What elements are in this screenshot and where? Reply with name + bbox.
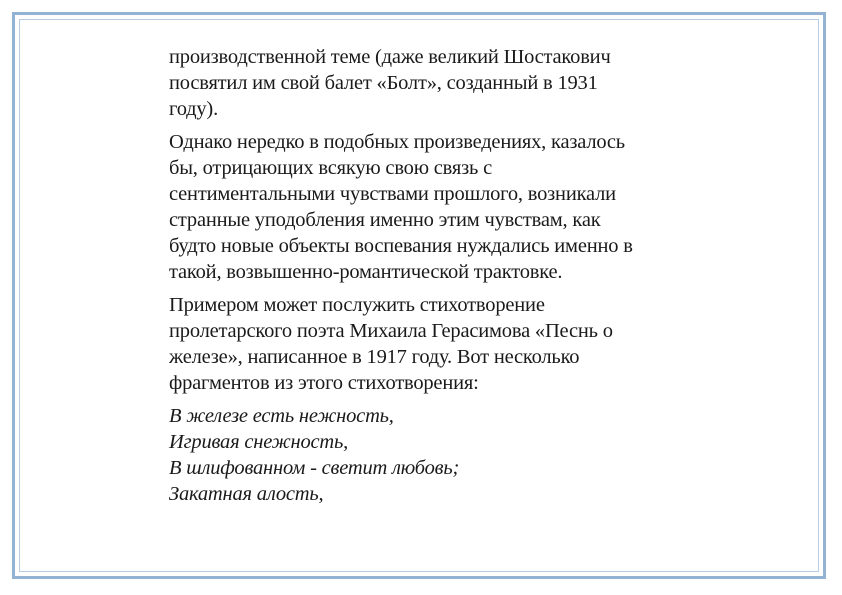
paragraph-3 (169, 292, 689, 396)
text-line: странные уподобления именно этим чувствам, как (169, 209, 601, 231)
text-line: Примером может послужить стихотворение (169, 294, 545, 316)
document-body (169, 44, 689, 507)
text-line: посвятил им свой балет «Болт», созданный в 1931 (169, 72, 598, 94)
text-line: фрагментов из этого стихотворения: (169, 372, 479, 394)
text-line: бы, отрицающих всякую свою связь с (169, 157, 492, 179)
text-line: сентиментальными чувствами прошлого, возникали (169, 183, 616, 205)
text-line: производственной теме (даже великий Шостакович (169, 46, 611, 68)
text-line: такой, возвышенно-романтической трактовке. (169, 261, 563, 283)
text-line: будто новые объекты воспевания нуждались именно в (169, 235, 633, 257)
verse-line: В железе есть нежность, (169, 405, 394, 427)
verse-line: В шлифованном - светит любовь; (169, 457, 460, 479)
poem-excerpt (169, 403, 689, 507)
text-line: Однако нередко в подобных произведениях, казалось (169, 131, 625, 153)
text-line: году). (169, 98, 218, 120)
paragraph-2 (169, 129, 689, 285)
text-line: пролетарского поэта Михаила Герасимова «Песнь о (169, 320, 613, 342)
paragraph-1 (169, 44, 689, 122)
verse-line: Игривая снежность, (169, 431, 349, 453)
text-line: железе», написанное в 1917 году. Вот несколько (169, 346, 580, 368)
verse-line: Закатная алость, (169, 483, 324, 505)
